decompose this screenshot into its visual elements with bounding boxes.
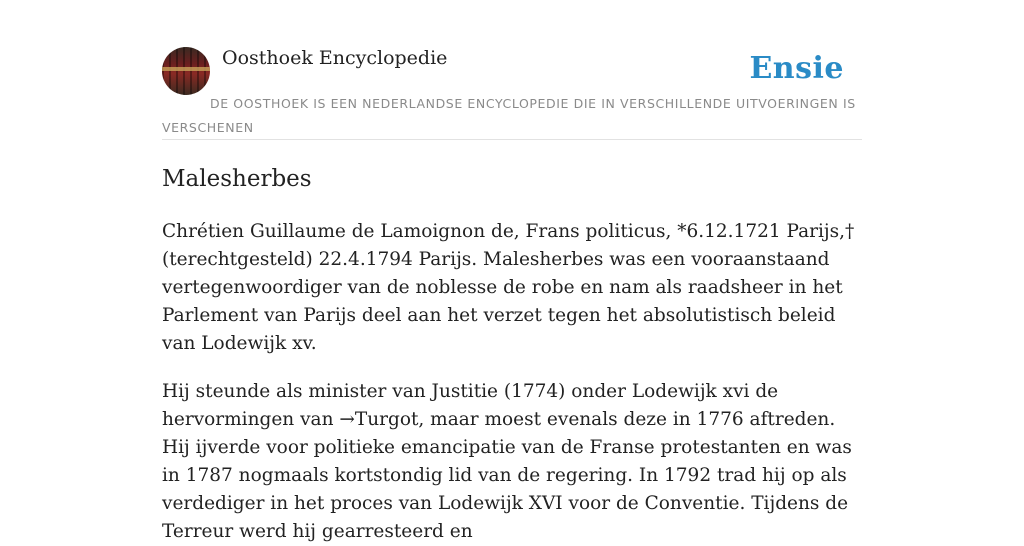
site-name[interactable]: Oosthoek Encyclopedie (222, 47, 448, 69)
book-spines (162, 47, 210, 95)
site-header (162, 0, 862, 140)
site-tagline: DE OOSTHOEK IS EEN NEDERLANDSE ENCYCLOPEDIE DIE IN VERSCHILLENDE UITVOERINGEN IS VERSCHENEN (162, 96, 856, 135)
book-band (162, 67, 210, 71)
encyclopedia-books-icon[interactable] (162, 47, 210, 95)
ensie-logo[interactable]: Ensie (749, 51, 844, 86)
page-container (162, 0, 862, 546)
article-paragraph-2: Hij steunde als minister van Justitie (1774) onder Lodewijk xvi de hervormingen van →Turgot, maar moest evenals deze in 1776 aftreden. Hij ijverde voor politieke emancipatie van de Franse protestanten en was in 1787 nogmaals kortstondig lid van de regering. In 1792 trad hij op als verdediger in het proces van Lodewijk XVI voor de Conventie. Tijdens de Terreur werd hij gearresteerd en (162, 381, 852, 542)
article-paragraph-1: Chrétien Guillaume de Lamoignon de, Frans politicus, *6.12.1721 Parijs,† (terechtgesteld) 22.4.1794 Parijs. Malesherbes was een vooraanstaand vertegenwoordiger van de noblesse de robe en nam als raadsheer in het Parlement van Parijs deel aan het verzet tegen het absolutistisch beleid van Lodewijk xv. (162, 221, 855, 354)
article-title: Malesherbes (162, 166, 312, 192)
